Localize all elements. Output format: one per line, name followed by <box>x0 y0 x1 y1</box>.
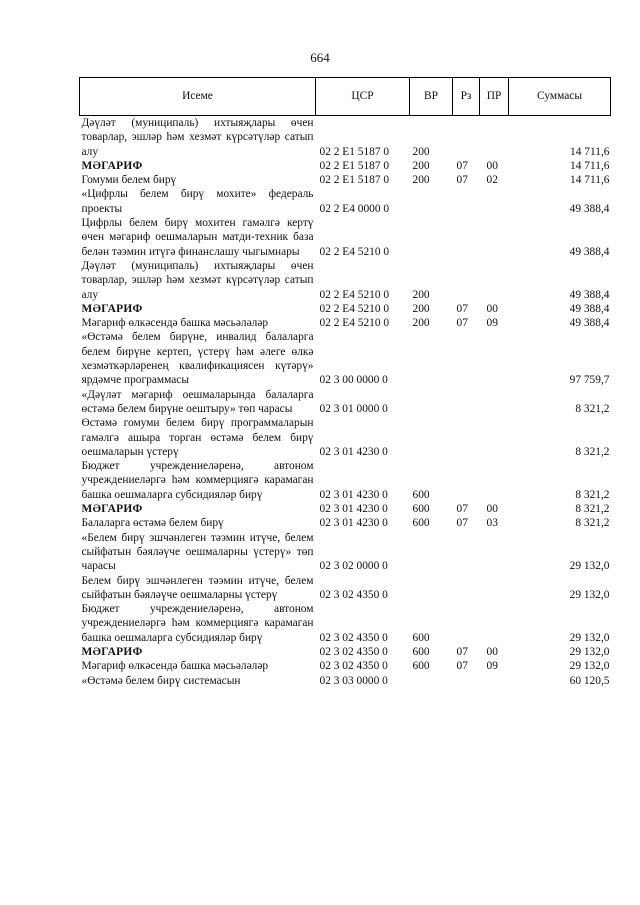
cell-sum: 97 759,7 <box>569 374 610 387</box>
cell-pr <box>480 459 509 502</box>
table-row <box>80 416 611 459</box>
cell-name: МӘГАРИФ <box>81 645 143 658</box>
cell-rz <box>453 259 480 302</box>
cell-csr: 02 3 02 0000 0 <box>319 560 388 573</box>
cell-rz <box>453 602 480 645</box>
table-row <box>80 531 611 574</box>
cell-rz: 07 <box>456 174 468 187</box>
cell-rz <box>453 116 480 159</box>
cell-pr <box>480 416 509 459</box>
cell-csr: 02 3 01 0000 0 <box>319 402 388 415</box>
cell-sum: 29 132,0 <box>569 560 610 573</box>
table-row <box>80 187 611 216</box>
cell-rz <box>453 388 480 417</box>
header-vr: ВР <box>410 78 453 116</box>
cell-name: МӘГАРИФ <box>81 302 143 315</box>
cell-rz <box>453 459 480 502</box>
table-row <box>80 388 611 417</box>
cell-pr <box>480 330 509 387</box>
cell-pr: 09 <box>486 660 498 673</box>
table-row <box>80 316 611 330</box>
header-pr: ПР <box>480 78 509 116</box>
cell-sum: 8 321,2 <box>575 445 610 458</box>
cell-sum: 49 388,4 <box>569 245 610 258</box>
table-row <box>80 216 611 259</box>
cell-pr: 09 <box>486 317 498 330</box>
cell-name: Цифрлы белем бирү мохитен гамәлгә кертү өчен мәгариф оешмаларын матди-техник база белән тәэмин итүгә финанслашу чыгымнары <box>81 217 314 258</box>
cell-pr <box>480 602 509 645</box>
cell-csr: 02 2 E4 5210 0 <box>319 288 390 301</box>
cell-csr: 02 2 E1 5187 0 <box>319 159 390 172</box>
cell-pr: 02 <box>486 174 498 187</box>
cell-vr <box>410 531 453 574</box>
cell-vr <box>410 187 453 216</box>
cell-csr: 02 2 E4 5210 0 <box>319 245 390 258</box>
cell-csr: 02 2 E4 5210 0 <box>319 302 390 315</box>
cell-rz: 07 <box>456 517 468 530</box>
table-header-row <box>80 78 611 116</box>
cell-sum: 49 388,4 <box>569 317 610 330</box>
cell-sum: 14 711,6 <box>570 159 610 172</box>
table-row <box>80 330 611 387</box>
cell-rz <box>453 216 480 259</box>
cell-csr: 02 3 01 4230 0 <box>319 517 388 530</box>
cell-csr: 02 3 01 4230 0 <box>319 445 388 458</box>
cell-csr: 02 3 00 0000 0 <box>319 374 388 387</box>
table-row <box>80 516 611 530</box>
table-row <box>80 574 611 603</box>
table-row <box>80 645 611 659</box>
cell-vr <box>410 216 453 259</box>
cell-csr: 02 2 E1 5187 0 <box>319 145 390 158</box>
cell-pr <box>480 674 509 693</box>
cell-csr: 02 3 01 4230 0 <box>319 503 388 516</box>
cell-name: Дәүләт (муниципаль) ихтыяҗлары өчен товарлар, эшләр һәм хезмәт күрсәтүләр сатып алу <box>81 117 314 158</box>
cell-sum: 14 711,6 <box>570 174 610 187</box>
cell-vr: 200 <box>412 159 430 172</box>
cell-name: Бюджет учреждениеләренә, автоном учреждениеләргә һәм коммерциягә карамаган башка оешмаларга субсидияләр бирү <box>81 460 314 501</box>
cell-sum: 49 388,4 <box>569 288 610 301</box>
cell-vr <box>410 416 453 459</box>
cell-name: «Белем бирү эшчәнлеген тәэмин итүче, белем сыйфатын бәяләүче оешмаларны үстерү» төп чарасы <box>81 531 314 573</box>
cell-sum: 29 132,0 <box>569 588 610 601</box>
table-row <box>80 173 611 187</box>
table-row <box>80 459 611 502</box>
cell-rz <box>453 531 480 574</box>
cell-vr: 200 <box>412 317 430 330</box>
cell-sum: 49 388,4 <box>569 302 610 315</box>
cell-pr <box>480 388 509 417</box>
cell-name: Бюджет учреждениеләренә, автоном учреждениеләргә һәм коммерциягә карамаган башка оешмаларга субсидияләр бирү <box>81 603 314 644</box>
table-row <box>80 159 611 173</box>
cell-pr <box>480 574 509 603</box>
cell-rz: 07 <box>456 317 468 330</box>
table-row <box>80 674 611 693</box>
cell-rz <box>453 416 480 459</box>
cell-sum: 8 321,2 <box>575 402 610 415</box>
cell-vr <box>410 674 453 693</box>
cell-vr: 600 <box>412 660 430 673</box>
table-row <box>80 302 611 316</box>
cell-rz: 07 <box>456 302 468 315</box>
cell-name: «Өстәмә белем бирүне, инвалид балаларга белем бирүне кертеп, үстерү һәм әлеге өлкә хезмәткәрләренең квалификациясен күтәрү» ярдәмче программасы <box>81 331 314 387</box>
cell-rz: 07 <box>456 159 468 172</box>
cell-vr: 200 <box>412 174 430 187</box>
header-rz: Рз <box>453 78 480 116</box>
cell-vr: 200 <box>412 302 430 315</box>
table-row <box>80 502 611 516</box>
cell-name: Белем бирү эшчәнлеген тәэмин итүче, белем сыйфатын бәяләүче оешмаларны үстерү <box>81 574 314 601</box>
page-number: 664 <box>310 50 330 65</box>
cell-name: Мәгариф өлкәсендә башка мәсьәләләр <box>81 317 269 330</box>
cell-pr: 00 <box>486 302 498 315</box>
cell-rz: 07 <box>456 660 468 673</box>
table-row <box>80 116 611 159</box>
cell-pr <box>480 531 509 574</box>
cell-sum: 29 132,0 <box>569 660 610 673</box>
cell-name: Гомуми белем бирү <box>81 174 177 187</box>
cell-vr <box>410 574 453 603</box>
cell-name: Балаларга өстәмә белем бирү <box>81 517 224 530</box>
table-row <box>80 602 611 645</box>
table-row <box>80 659 611 673</box>
cell-csr: 02 2 E4 0000 0 <box>319 202 390 215</box>
cell-pr <box>480 216 509 259</box>
cell-sum: 29 132,0 <box>569 631 610 644</box>
cell-vr: 600 <box>412 488 430 501</box>
cell-rz: 07 <box>456 503 468 516</box>
cell-csr: 02 3 02 4350 0 <box>319 631 388 644</box>
cell-name: МӘГАРИФ <box>81 503 143 516</box>
cell-pr <box>480 116 509 159</box>
cell-vr: 200 <box>412 288 430 301</box>
cell-pr <box>480 187 509 216</box>
cell-pr: 00 <box>486 503 498 516</box>
cell-rz: 07 <box>456 645 468 658</box>
cell-csr: 02 2 E1 5187 0 <box>319 174 390 187</box>
cell-csr: 02 3 01 4230 0 <box>319 488 388 501</box>
cell-name: МӘГАРИФ <box>81 159 143 172</box>
cell-sum: 60 120,5 <box>569 674 610 687</box>
cell-vr <box>410 388 453 417</box>
cell-vr: 600 <box>412 517 430 530</box>
cell-name: Өстәмә гомуми белем бирү программаларын гамәлгә ашыра торган өстәмә белем бирү оешмаларын үстерү <box>81 417 314 458</box>
header-name: Исеме <box>80 78 316 116</box>
cell-sum: 14 711,6 <box>570 145 610 158</box>
table-row <box>80 259 611 302</box>
cell-csr: 02 3 03 0000 0 <box>319 674 388 687</box>
cell-sum: 29 132,0 <box>569 645 610 658</box>
cell-name: «Цифрлы белем бирү мохите» федераль проекты <box>81 188 314 215</box>
cell-csr: 02 3 02 4350 0 <box>319 645 388 658</box>
cell-name: «Дәүләт мәгариф оешмаларында балаларга өстәмә белем бирүне оештыру» төп чарасы <box>81 388 314 415</box>
cell-vr: 200 <box>412 145 430 158</box>
cell-name: «Өстәмә белем бирү системасын <box>81 674 241 687</box>
cell-csr: 02 3 02 4350 0 <box>319 588 388 601</box>
cell-rz <box>453 574 480 603</box>
cell-name: Дәүләт (муниципаль) ихтыяҗлары өчен товарлар, эшләр һәм хезмәт күрсәтүләр сатып алу <box>81 259 314 301</box>
cell-sum: 8 321,2 <box>575 517 610 530</box>
budget-table <box>79 77 611 693</box>
cell-name: Мәгариф өлкәсендә башка мәсьәләләр <box>81 660 269 673</box>
cell-pr: 00 <box>486 645 498 658</box>
cell-vr: 600 <box>412 645 430 658</box>
cell-sum: 8 321,2 <box>575 503 610 516</box>
cell-rz <box>453 330 480 387</box>
cell-rz <box>453 674 480 693</box>
cell-pr: 00 <box>486 159 498 172</box>
cell-vr: 600 <box>412 503 430 516</box>
cell-sum: 49 388,4 <box>569 202 610 215</box>
cell-vr: 600 <box>412 631 430 644</box>
cell-rz <box>453 187 480 216</box>
cell-csr: 02 3 02 4350 0 <box>319 660 388 673</box>
cell-vr <box>410 330 453 387</box>
cell-pr: 03 <box>486 517 498 530</box>
header-csr: ЦСР <box>316 78 410 116</box>
cell-pr <box>480 259 509 302</box>
cell-sum: 8 321,2 <box>575 488 610 501</box>
cell-csr: 02 2 E4 5210 0 <box>319 317 390 330</box>
header-sum: Суммасы <box>509 78 611 116</box>
